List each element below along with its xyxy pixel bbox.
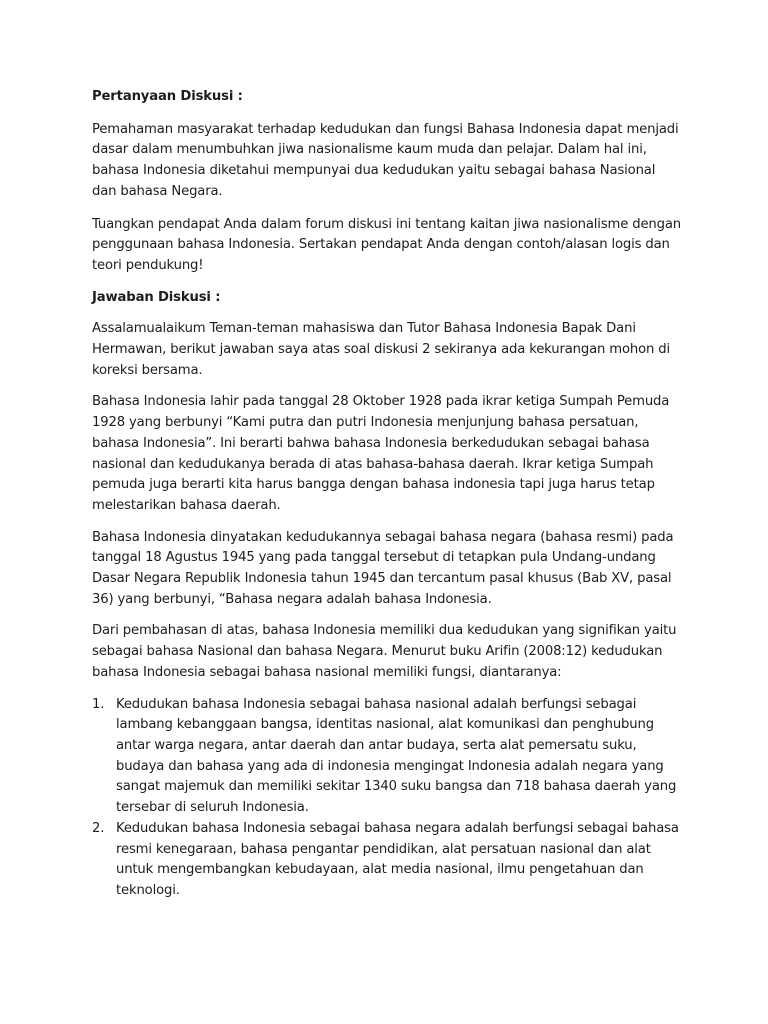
answer-paragraph: Bahasa Indonesia dinyatakan kedudukannya sebagai bahasa negara (bahasa resmi) pada tanggal 18 Agustus 1945 yang pada tanggal tersebut di tetapkan pula Undang-undang Dasar Negara Republik Indonesia tahun 1945 dan tercantum pasal khusus (Bab XV, pasal 36) yang berbunyi, “Bahasa negara adalah bahasa Indonesia.: [92, 529, 674, 607]
question-paragraph: Pemahaman masyarakat terhadap kedudukan dan fungsi Bahasa Indonesia dapat menjadi dasar dalam menumbuhkan jiwa nasionalisme kaum muda dan pelajar. Dalam hal ini, bahasa Indonesia diketahui mempunyai dua kedudukan yaitu sebagai bahasa Nasional dan bahasa Negara.: [92, 121, 679, 199]
answer-paragraph: Assalamualaikum Teman-teman mahasiswa dan Tutor Bahasa Indonesia Bapak Dani Hermawan, berikut jawaban saya atas soal diskusi 2 sekiranya ada kekurangan mohon di koreksi bersama.: [92, 321, 671, 378]
document-page: [92, 87, 682, 902]
question-heading: Pertanyaan Diskusi :: [92, 89, 243, 104]
list-item: [92, 819, 682, 902]
answer-paragraph: Bahasa Indonesia lahir pada tanggal 28 Oktober 1928 pada ikrar ketiga Sumpah Pemuda 1928 yang berbunyi “Kami putra dan putri Indonesia menjunjung bahasa persatuan, bahasa Indonesia”. Ini berarti bahwa bahasa Indonesia berkedudukan sebagai bahasa nasional dan kedudukanya berada di atas bahasa-bahasa daerah. Ikrar ketiga Sumpah pemuda juga berarti kita harus bangga dengan bahasa indonesia tapi juga harus tetap melestarikan bahasa daerah.: [92, 394, 670, 513]
list-item-number: 2.: [92, 820, 105, 836]
list-item-number: 1.: [92, 696, 105, 712]
list-item: [92, 695, 682, 819]
list-item-text: Kedudukan bahasa Indonesia sebagai bahasa negara adalah berfungsi sebagai bahasa resmi kenegaraan, bahasa pengantar pendidikan, alat persatuan nasional dan alat untuk mengembangkan kebudayaan, alat media nasional, ilmu pengetahuan dan teknologi.: [116, 820, 679, 898]
question-paragraph: Tuangkan pendapat Anda dalam forum diskusi ini tentang kaitan jiwa nasionalisme dengan penggunaan bahasa Indonesia. Sertakan pendapat Anda dengan contoh/alasan logis dan teori pendukung!: [92, 216, 681, 273]
function-list: [92, 695, 682, 902]
answer-heading: Jawaban Diskusi :: [92, 289, 221, 305]
list-item-text: Kedudukan bahasa Indonesia sebagai bahasa nasional adalah berfungsi sebagai lambang kebanggaan bangsa, identitas nasional, alat komunikasi dan penghubung antar warga negara, antar daerah dan antar budaya, serta alat pemersatu suku, budaya dan bahasa yang ada di indonesia mengingat Indonesia adalah negara yang sangat majemuk dan memiliki sekitar 1340 suku bangsa dan 718 bahasa daerah yang tersebar di seluruh Indonesia.: [116, 696, 677, 816]
answer-paragraph: Dari pembahasan di atas, bahasa Indonesia memiliki dua kedudukan yang signifikan yaitu sebagai bahasa Nasional dan bahasa Negara. Menurut buku Arifin (2008:12) kedudukan bahasa Indonesia sebagai bahasa nasional memiliki fungsi, diantaranya:: [92, 623, 677, 680]
